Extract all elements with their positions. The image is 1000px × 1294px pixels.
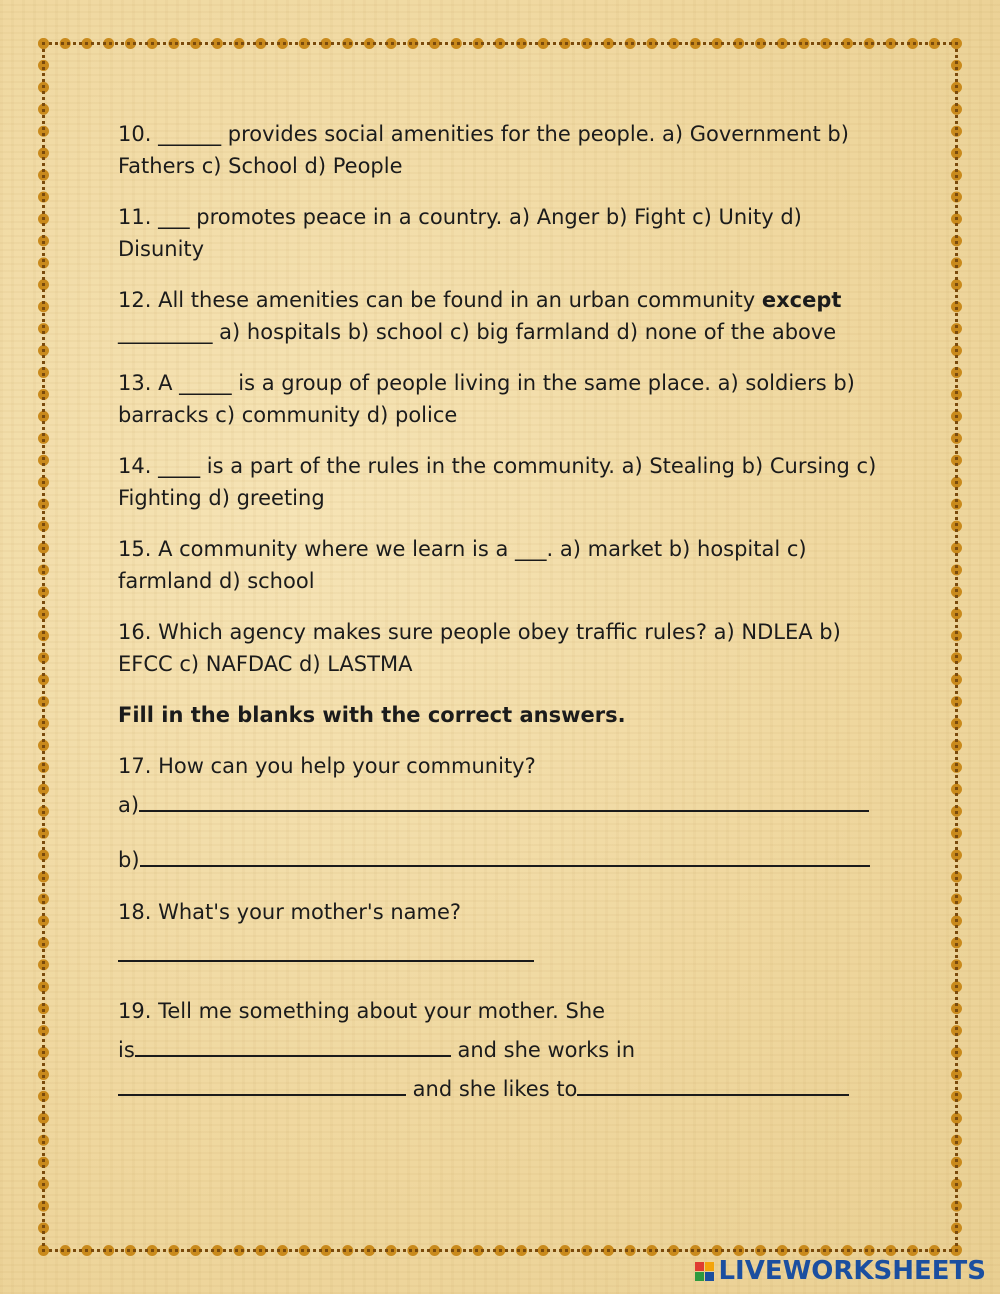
q19-is-label: is — [118, 1038, 135, 1062]
question-17-answer-a — [118, 786, 888, 821]
question-18-answer — [118, 936, 888, 971]
question-14: 14. ____ is a part of the rules in the community. a) Stealing b) Cursing c) Fighting d) greeting — [118, 454, 877, 510]
answer-a-label: a) — [118, 793, 140, 817]
mother-is-input[interactable] — [135, 1031, 451, 1057]
logo-blocks-icon — [695, 1262, 714, 1281]
question-11: 11. ___ promotes peace in a country. a) Anger b) Fight c) Unity d) Disunity — [118, 205, 802, 261]
section-heading: Fill in the blanks with the correct answers. — [118, 703, 626, 727]
question-12 — [118, 284, 888, 348]
question-16: 16. Which agency makes sure people obey traffic rules? a) NDLEA b) EFCC c) NAFDAC d) LASTMA — [118, 620, 841, 676]
answer-b-input[interactable] — [140, 841, 870, 867]
worksheet-content — [118, 118, 888, 1124]
liveworksheets-logo[interactable] — [695, 1256, 986, 1286]
q19-works-label: and she works in — [450, 1038, 636, 1062]
mother-works-input[interactable] — [118, 1070, 406, 1096]
question-17-answer-b — [118, 841, 888, 876]
question-12-options: _________ a) hospitals b) school c) big farmland d) none of the above — [118, 320, 837, 344]
mother-likes-input[interactable] — [577, 1070, 849, 1096]
question-13: 13. A _____ is a group of people living in the same place. a) soldiers b) barracks c) community d) police — [118, 371, 855, 427]
q19-likes-label: and she likes to — [406, 1077, 578, 1101]
question-18: 18. What's your mother's name? — [118, 900, 462, 924]
logo-text: LIVEWORKSHEETS — [718, 1256, 986, 1286]
question-17: 17. How can you help your community? — [118, 754, 536, 778]
answer-b-label: b) — [118, 848, 140, 872]
question-19-line-3 — [118, 1070, 888, 1105]
question-12-keyword: except — [761, 288, 842, 312]
answer-a-input[interactable] — [139, 786, 869, 812]
question-10: 10. ______ provides social amenities for the people. a) Government b) Fathers c) School d) People — [118, 122, 849, 178]
question-19: 19. Tell me something about your mother. She — [118, 999, 606, 1023]
question-12-text: 12. All these amenities can be found in an urban community — [118, 288, 762, 312]
question-15: 15. A community where we learn is a ___. a) market b) hospital c) farmland d) school — [118, 537, 807, 593]
question-19-line-2 — [118, 1031, 888, 1066]
mother-name-input[interactable] — [118, 936, 534, 962]
